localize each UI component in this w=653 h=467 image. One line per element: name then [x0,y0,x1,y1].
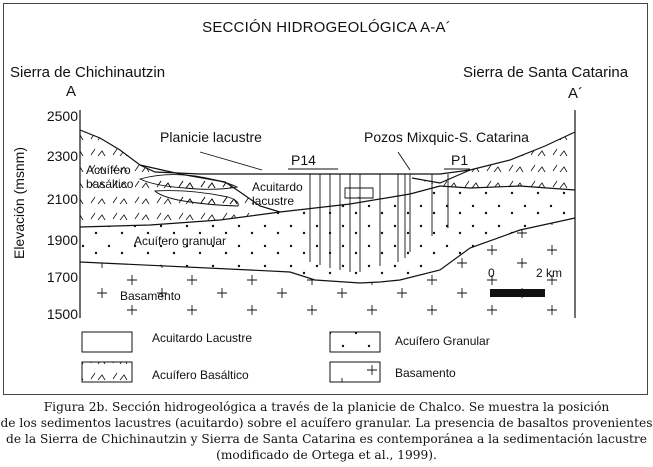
y-tick: 2300 [46,148,78,164]
planicie-pointer [200,152,262,170]
legend-basamento-label: Basamento [395,366,456,380]
pozos-pointer [398,152,410,170]
acuifero-granular-label: Acuífero granular [134,234,227,248]
y-tick: 2100 [46,191,78,207]
scale-end-label: 2 km [536,266,563,280]
basalt-lens-3 [345,188,373,198]
scale-start-label: 0 [488,266,495,280]
basamento-label: Basamento [120,289,181,303]
acuifero-basaltico-label-2: basáltico [86,177,134,191]
left-section-point: A [66,83,77,100]
figure-caption [0,399,653,463]
legend-box-basaltico [82,362,132,382]
caption-line: de los sedimentos lacustres (acuitardo) sobre el acuífero granular. La presencia de basaltos provenientes [0,416,653,430]
legend-granular-label: Acuífero Granular [395,334,490,348]
figure-title: SECCIÓN HIDROGEOLÓGICA A-A´ [202,19,451,36]
right-section-point: A´ [568,85,583,102]
legend-box-acuitardo [82,332,132,352]
pozos-label: Pozos Mixquic-S. Catarina [364,129,529,145]
y-tick: 1900 [46,232,78,248]
scale-bar [490,289,545,297]
y-tick: 1500 [46,306,78,322]
p1-label: P1 [451,152,469,168]
legend-basaltico-label: Acuífero Basáltico [152,368,249,382]
y-axis-label: Elevación (msnm) [11,146,27,260]
y-tick: 2500 [46,108,78,124]
y-tick: 1700 [46,269,78,285]
planicie-label: Planicie lacustre [160,129,262,145]
acuitardo-label-2: lacustre [252,194,295,208]
caption-line: de la Sierra de Chichinautzin y Sierra de Santa Catarina es contemporánea a la sedimentación lacustre [6,432,647,446]
legend-acuitardo-label: Acuitardo Lacustre [152,331,253,345]
right-range-name: Sierra de Santa Catarina [463,64,629,81]
legend-box-basamento [330,362,380,382]
acuitardo-label-1: Acuitardo [252,180,303,194]
legend-box-granular [330,332,380,352]
acuifero-basaltico-label-1: Acuífero [86,163,131,177]
caption-line: Figura 2b. Sección hidrogeológica a través de la planicie de Chalco. Se muestra la posición [43,400,610,414]
caption-line: (modificado de Ortega et al., 1999). [216,448,437,462]
p14-label: P14 [291,152,316,168]
left-range-name: Sierra de Chichinautzin [10,64,166,81]
